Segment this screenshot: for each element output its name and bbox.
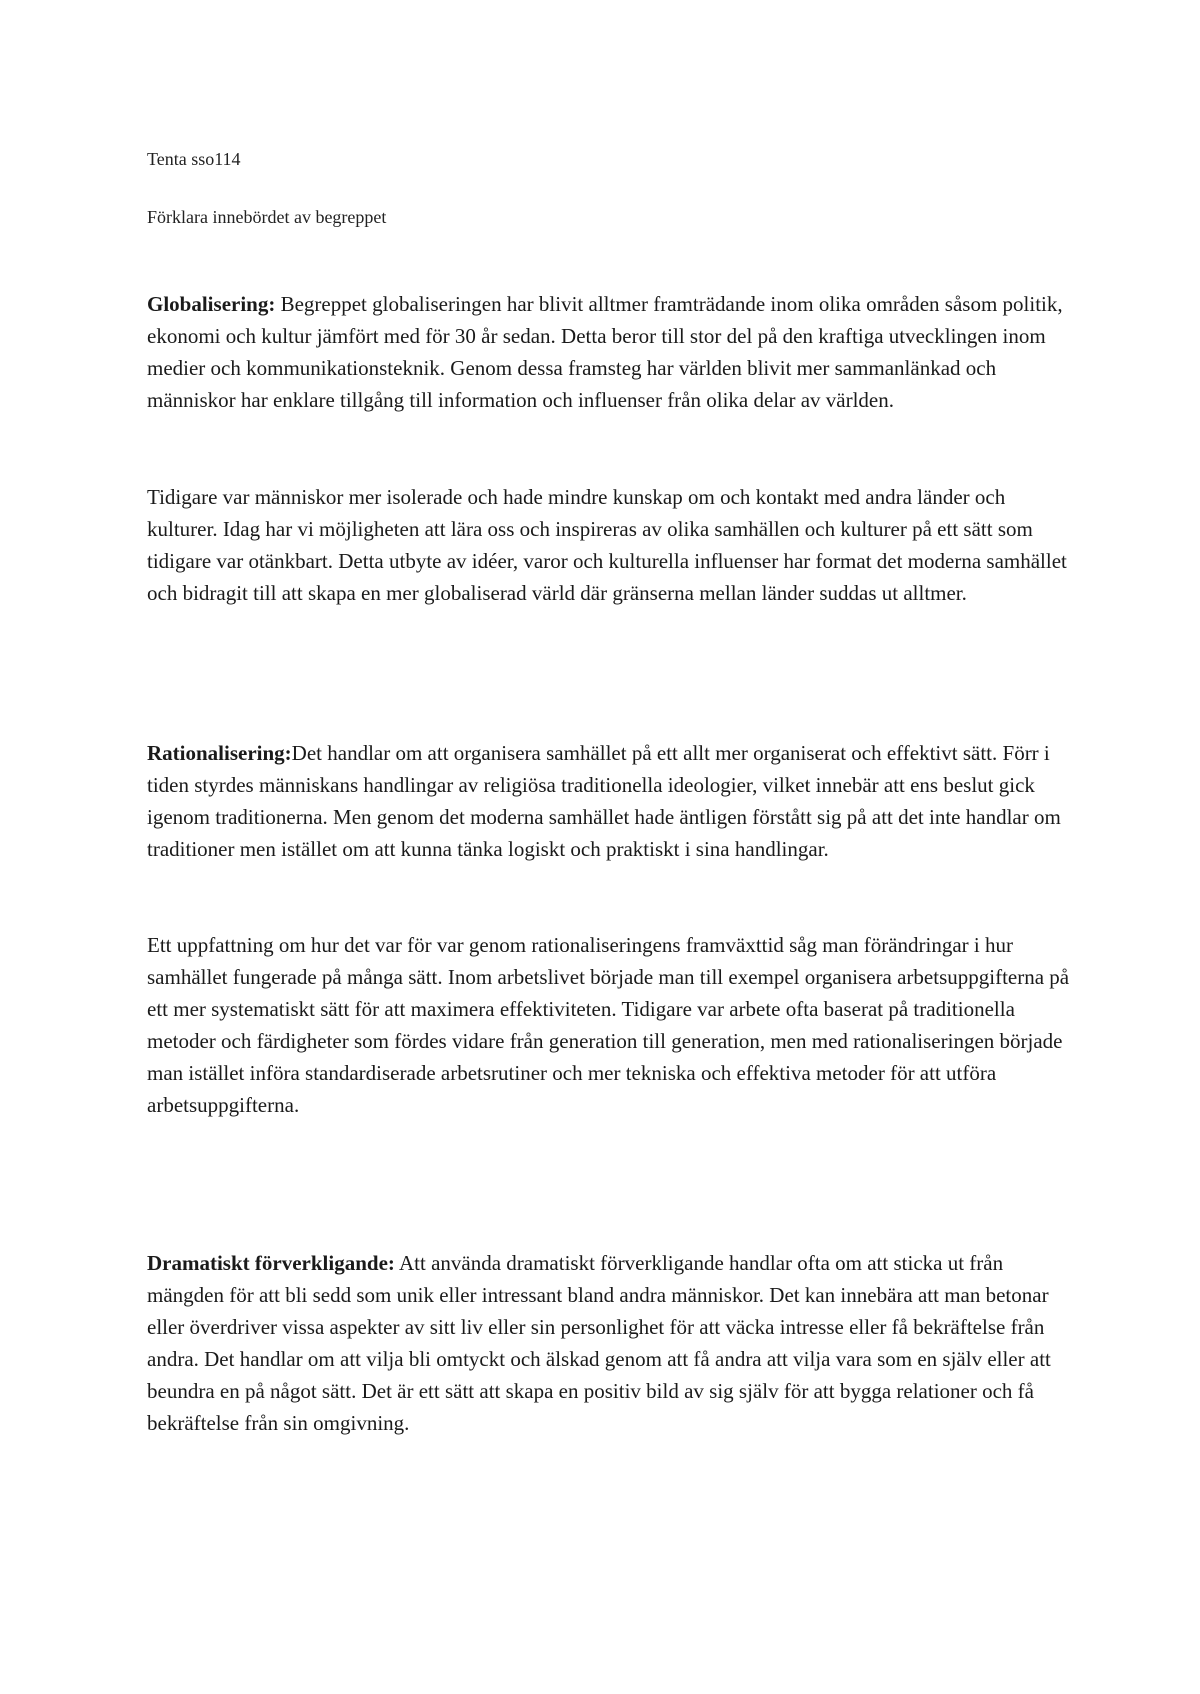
term-dramatiskt-forverkligande: Dramatiskt förverkligande: bbox=[147, 1251, 395, 1275]
document-title: Tenta sso114 bbox=[147, 149, 241, 169]
dramatiskt-forverkligande-text: Att använda dramatiskt förverkligande handlar ofta om att sticka ut från mängden för att bli sedd som unik eller intressant bland andra människor. Det kan innebära att man betonar eller överdriver vissa aspekter av sitt liv eller sin personlighet för att väcka intresse eller få bekräftelse från andra. Det handlar om att vilja bli omtyckt och älskad genom att få andra att vilja vara som en själv eller att beundra en på något sätt. Det är ett sätt att skapa en positiv bild av sig själv för att bygga relationer och få bekräftelse från sin omgivning. bbox=[147, 1251, 1051, 1435]
globalisering-text-2: Tidigare var människor mer isolerade och hade mindre kunskap om och kontakt med andra länder och kulturer. Idag har vi möjligheten att lära oss och inspireras av olika samhällen och kulturer på ett sätt som tidigare var otänkbart. Detta utbyte av idéer, varor och kulturella influenser har format det moderna samhället och bidragit till att skapa en mer globaliserad värld där gränserna mellan länder suddas ut alltmer. bbox=[147, 485, 1067, 605]
instruction-line: Förklara innebördet av begreppet bbox=[147, 207, 387, 227]
section-globalisering-paragraph-2 bbox=[147, 481, 1077, 609]
section-rationalisering-paragraph-2 bbox=[147, 929, 1077, 1121]
rationalisering-text-2: Ett uppfattning om hur det var för var genom rationaliseringens framväxttid såg man förändringar i hur samhället fungerade på många sätt. Inom arbetslivet började man till exempel organisera arbetsuppgifterna på ett mer systematiskt sätt för att maximera effektiviteten. Tidigare var arbete ofta baserat på traditionella metoder och färdigheter som fördes vidare från generation till generation, men med rationaliseringen började man istället införa standardiserade arbetsrutiner och mer tekniska och effektiva metoder för att utföra arbetsuppgifterna. bbox=[147, 933, 1070, 1117]
term-globalisering: Globalisering: bbox=[147, 292, 276, 316]
section-globalisering-paragraph-1 bbox=[147, 288, 1077, 416]
rationalisering-text-1: Det handlar om att organisera samhället på ett allt mer organiserat och effektivt sätt. Förr i tiden styrdes människans handlingar av religiösa traditionella ideologier, vilket innebär att ens beslut gick igenom traditionerna. Men genom det moderna samhället hade äntligen förstått sig på att det inte handlar om traditioner men istället om att kunna tänka logiskt och praktiskt i sina handlingar. bbox=[147, 741, 1061, 861]
globalisering-text-1: Begreppet globaliseringen har blivit alltmer framträdande inom olika områden såsom politik, ekonomi och kultur jämfört med för 30 år sedan. Detta beror till stor del på den kraftiga utvecklingen inom medier och kommunikationsteknik. Genom dessa framsteg har världen blivit mer sammanlänkad och människor har enklare tillgång till information och influenser från olika delar av världen. bbox=[147, 292, 1063, 412]
term-rationalisering: Rationalisering: bbox=[147, 741, 292, 765]
section-dramatiskt-forverkligande bbox=[147, 1247, 1077, 1439]
section-rationalisering-paragraph-1 bbox=[147, 737, 1077, 865]
